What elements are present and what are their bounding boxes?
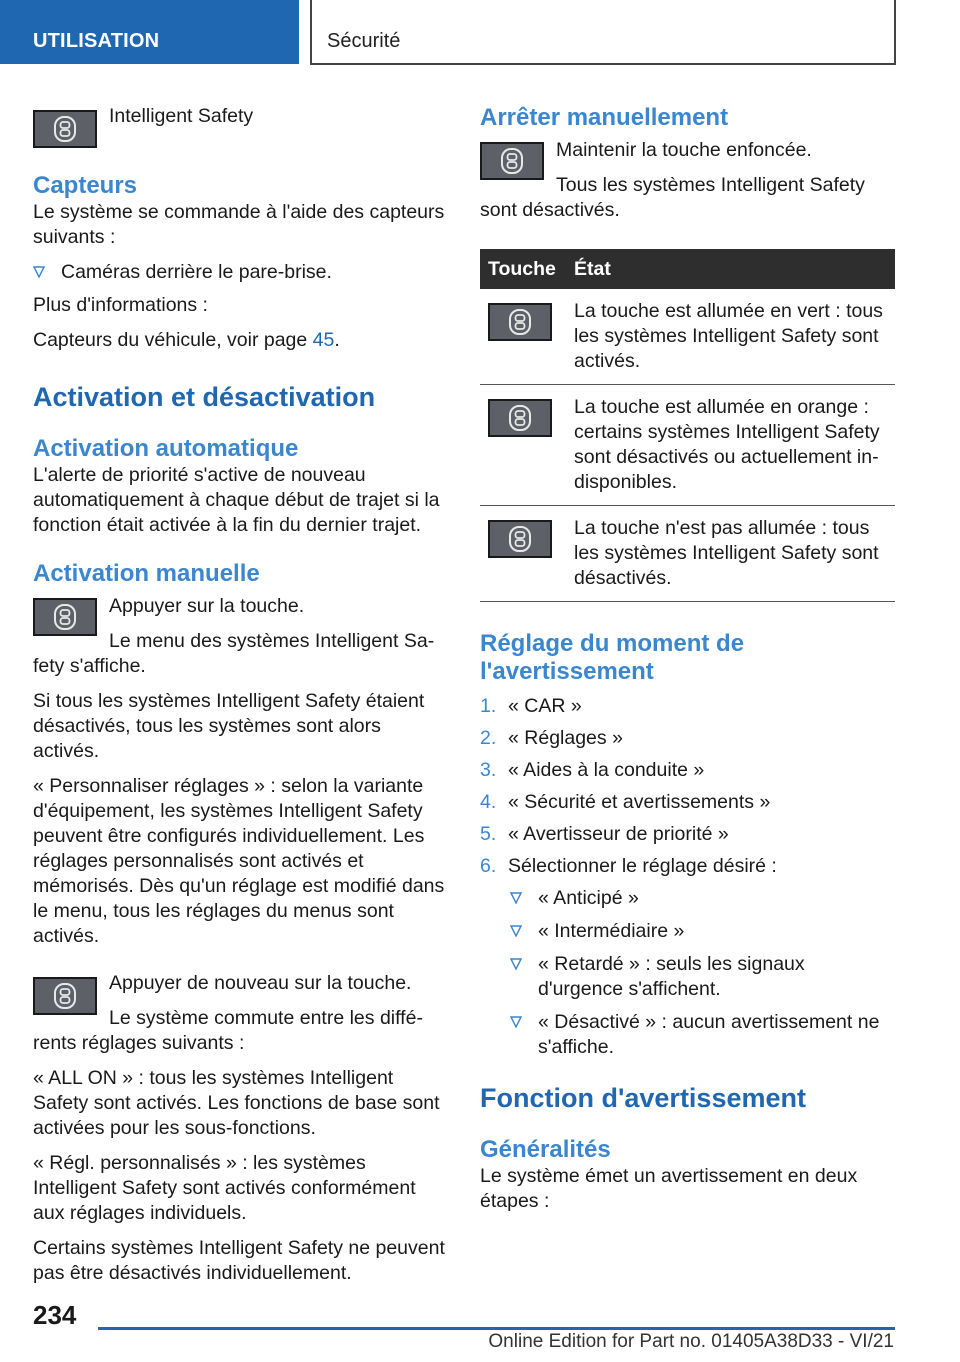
option-text: « Anticipé » bbox=[538, 887, 639, 909]
list-item bbox=[510, 1010, 895, 1060]
table-header-row bbox=[480, 249, 895, 289]
table-cell-icon bbox=[480, 289, 566, 385]
bullet-triangle-icon bbox=[510, 925, 522, 937]
chapter-title: Sécurité bbox=[310, 0, 896, 65]
reference-end: . bbox=[334, 329, 340, 351]
intelligent-safety-button-icon bbox=[33, 110, 97, 148]
capteurs-text: Le système se commande à l'aide des capteurs suivants : bbox=[33, 201, 445, 248]
manual-paragraph-1: Si tous les systèmes Intelligent Safety étaient désactivés, tous les systèmes sont alors activés. bbox=[33, 690, 425, 762]
reference-text: Capteurs du véhicule, voir page bbox=[33, 329, 313, 351]
table-cell-state: La touche est allumée en vert : tous les systèmes Intelligent Safety sont activés. bbox=[566, 289, 895, 385]
step-text: « Aides à la conduite » bbox=[508, 759, 705, 781]
warning-function-heading: Fonction d'avertissement bbox=[480, 1083, 806, 1113]
manual-step-2-result: Le système commute entre les différents réglages suivants : bbox=[33, 1007, 423, 1054]
column-header-state: État bbox=[566, 249, 895, 289]
bullet-triangle-icon bbox=[510, 892, 522, 904]
manual-paragraph-3: « ALL ON » : tous les systèmes Intelligent Safety sont activés. Les fonctions de base sont activées pour les sous-fonctions. bbox=[33, 1067, 440, 1139]
list-item bbox=[510, 952, 895, 1002]
stop-result: Tous les systèmes Intelligent Safety sont désactivés. bbox=[480, 174, 865, 221]
general-heading: Généralités bbox=[480, 1136, 611, 1163]
edition-label: Online Edition for Part no. 01405A38D33 - VI/21 bbox=[488, 1331, 894, 1352]
intelligent-safety-button-icon bbox=[33, 598, 97, 636]
intelligent-safety-button-icon bbox=[488, 399, 552, 437]
table-cell-icon bbox=[480, 385, 566, 506]
more-info-label: Plus d'informations : bbox=[33, 294, 208, 316]
manual-step-1: Appuyer sur la touche. bbox=[109, 595, 305, 617]
capteurs-heading: Capteurs bbox=[33, 172, 138, 199]
general-text: Le système émet un avertissement en deux étapes : bbox=[480, 1165, 858, 1212]
manual-activation-heading: Activation manuelle bbox=[33, 560, 260, 587]
intelligent-safety-button-icon bbox=[488, 520, 552, 558]
left-column bbox=[33, 100, 447, 1296]
button-state-table bbox=[480, 249, 895, 602]
manual-paragraph-4: « Régl. personnalisés » : les systèmes Intelligent Safety sont activés conformément aux réglages individuels. bbox=[33, 1152, 416, 1224]
step-text: « Sécurité et avertissements » bbox=[508, 791, 771, 813]
right-column bbox=[480, 100, 895, 1224]
manual-paragraph-2: « Personnaliser réglages » : selon la variante d'équipement, les systèmes Intelligent Safety peuvent être configurés individuellement. Les réglages personnalisés sont activés et mémorisés. Dès qu'un réglage est modifié dans le menu, tous les réglages du menus sont activés. bbox=[33, 775, 445, 947]
table-cell-state: La touche n'est pas allumée : tous les systèmes Intelligent Safety sont désactivés. bbox=[566, 506, 895, 602]
list-item bbox=[480, 790, 895, 815]
manual-step-1-result: Le menu des systèmes Intelligent Safety s'affiche. bbox=[33, 630, 435, 677]
list-item-text: Caméras derrière le pare-brise. bbox=[61, 261, 332, 283]
capteurs-reference bbox=[33, 328, 447, 353]
list-item bbox=[480, 758, 895, 783]
intro-label: Intelligent Safety bbox=[109, 105, 254, 127]
list-item bbox=[480, 822, 895, 847]
manual-paragraph-5: Certains systèmes Intelligent Safety ne peuvent pas être désactivés individuellement. bbox=[33, 1237, 445, 1284]
table-row bbox=[480, 506, 895, 602]
step-number: 4. bbox=[480, 791, 497, 813]
column-header-key: Touche bbox=[480, 249, 566, 289]
step-text: « Avertisseur de priorité » bbox=[508, 823, 729, 845]
footer-rule bbox=[98, 1327, 895, 1330]
table-cell-icon bbox=[480, 506, 566, 602]
option-text: « Retardé » : seuls les signaux d'urgence s'affichent. bbox=[538, 953, 805, 1000]
manual-step-2: Appuyer de nouveau sur la touche. bbox=[109, 972, 412, 994]
list-item bbox=[510, 886, 895, 911]
table-row bbox=[480, 385, 895, 506]
activation-heading: Activation et désactivation bbox=[33, 382, 376, 412]
stop-step: Maintenir la touche enfoncée. bbox=[556, 139, 812, 161]
steps-list bbox=[480, 694, 895, 1060]
warning-timing-heading: Réglage du moment de l'avertissement bbox=[480, 630, 745, 685]
table-row bbox=[480, 289, 895, 385]
auto-activation-text: L'alerte de priorité s'active de nouveau automatiquement à chaque début de trajet si la fonction était activée à la fin du dernier trajet. bbox=[33, 464, 440, 536]
bullet-triangle-icon bbox=[33, 266, 45, 278]
intelligent-safety-button-icon bbox=[33, 977, 97, 1015]
step-text: « CAR » bbox=[508, 695, 582, 717]
option-text: « Intermédiaire » bbox=[538, 920, 685, 942]
intelligent-safety-button-icon bbox=[480, 142, 544, 180]
list-item bbox=[33, 260, 447, 285]
step-number: 2. bbox=[480, 727, 497, 749]
step-number: 5. bbox=[480, 823, 497, 845]
page-link[interactable]: 45 bbox=[312, 329, 335, 351]
section-tab: UTILISATION bbox=[0, 0, 299, 64]
list-item bbox=[510, 919, 895, 944]
step-number: 3. bbox=[480, 759, 497, 781]
step-number: 1. bbox=[480, 695, 497, 717]
step-number: 6. bbox=[480, 855, 497, 877]
list-item bbox=[480, 854, 895, 879]
bullet-triangle-icon bbox=[510, 958, 522, 970]
option-text: « Désactivé » : aucun avertissement ne s'affiche. bbox=[538, 1011, 880, 1058]
auto-activation-heading: Activation automatique bbox=[33, 435, 299, 462]
intelligent-safety-button-icon bbox=[488, 303, 552, 341]
step-text: Sélectionner le réglage désiré : bbox=[508, 855, 777, 877]
options-list bbox=[480, 886, 895, 1060]
page-number: 234 bbox=[33, 1300, 77, 1330]
bullet-triangle-icon bbox=[510, 1016, 522, 1028]
list-item bbox=[480, 726, 895, 751]
table-cell-state: La touche est allumée en orange : certains systèmes Intelligent Safety sont désactivés ou actuellement indisponibles. bbox=[566, 385, 895, 506]
list-item bbox=[480, 694, 895, 719]
stop-heading: Arrêter manuellement bbox=[480, 104, 729, 131]
step-text: « Réglages » bbox=[508, 727, 623, 749]
